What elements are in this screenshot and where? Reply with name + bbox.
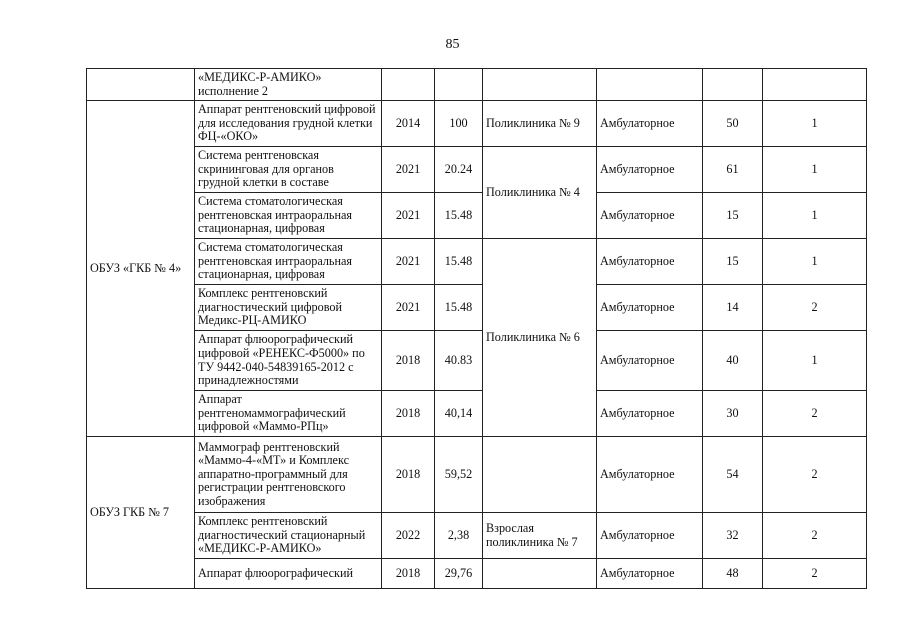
location-cell-pol7: Взрослая поликлиника № 7 bbox=[483, 513, 597, 559]
cost-cell: 15.48 bbox=[435, 239, 483, 285]
shifts-cell: 1 bbox=[763, 101, 867, 147]
equipment-table bbox=[86, 68, 867, 589]
equipment-name-cell: Система стоматологическая рентгеновская интраоральная стационарная, цифровая bbox=[195, 239, 382, 285]
location-cell-pol6: Поликлиника № 6 bbox=[483, 239, 597, 437]
table-row bbox=[87, 331, 867, 391]
capacity-cell: 30 bbox=[703, 391, 763, 437]
table-row bbox=[87, 391, 867, 437]
capacity-cell: 61 bbox=[703, 147, 763, 193]
capacity-cell: 15 bbox=[703, 193, 763, 239]
capacity-cell bbox=[703, 69, 763, 101]
equipment-name-cell: Комплекс рентгеновский диагностический цифровой Медикс-РЦ-АМИКО bbox=[195, 285, 382, 331]
equipment-name-cell: Система стоматологическая рентгеновская интраоральная стационарная, цифровая bbox=[195, 193, 382, 239]
equipment-name-cell: Аппарат рентгеновский цифровой для исследования грудной клетки ФЦ-«ОКО» bbox=[195, 101, 382, 147]
year-cell: 2021 bbox=[382, 147, 435, 193]
shifts-cell: 1 bbox=[763, 239, 867, 285]
location-cell-empty bbox=[483, 559, 597, 589]
cost-cell: 15.48 bbox=[435, 285, 483, 331]
shifts-cell: 1 bbox=[763, 331, 867, 391]
care-type-cell: Амбулаторное bbox=[597, 239, 703, 285]
page-number: 85 bbox=[445, 37, 460, 52]
location-cell bbox=[483, 69, 597, 101]
care-type-cell: Амбулаторное bbox=[597, 331, 703, 391]
cost-cell: 59,52 bbox=[435, 437, 483, 513]
table-row bbox=[87, 285, 867, 331]
table-row bbox=[87, 193, 867, 239]
cost-cell: 15.48 bbox=[435, 193, 483, 239]
shifts-cell: 2 bbox=[763, 559, 867, 589]
capacity-cell: 32 bbox=[703, 513, 763, 559]
capacity-cell: 48 bbox=[703, 559, 763, 589]
year-cell: 2014 bbox=[382, 101, 435, 147]
year-cell bbox=[382, 69, 435, 101]
care-type-cell: Амбулаторное bbox=[597, 147, 703, 193]
equipment-name-cell: Аппарат рентгеномаммографический цифровой «Маммо-РПц» bbox=[195, 391, 382, 437]
location-cell-empty bbox=[483, 437, 597, 513]
care-type-cell: Амбулаторное bbox=[597, 391, 703, 437]
shifts-cell: 2 bbox=[763, 285, 867, 331]
equipment-name-cell: Комплекс рентгеновский диагностический стационарный «МЕДИКС-Р-АМИКО» bbox=[195, 513, 382, 559]
year-cell: 2022 bbox=[382, 513, 435, 559]
table-row bbox=[87, 101, 867, 147]
year-cell: 2021 bbox=[382, 285, 435, 331]
equipment-name-cell: Аппарат флюорографический цифровой «РЕНЕКС-Ф5000» по ТУ 9442-040-54839165-2012 с принадлежностями bbox=[195, 331, 382, 391]
year-cell: 2018 bbox=[382, 559, 435, 589]
equipment-name-cell: Аппарат флюорографический bbox=[195, 559, 382, 589]
table-row bbox=[87, 147, 867, 193]
shifts-cell bbox=[763, 69, 867, 101]
org-cell-empty bbox=[87, 69, 195, 101]
capacity-cell: 40 bbox=[703, 331, 763, 391]
org-cell-gkb4: ОБУЗ «ГКБ № 4» bbox=[87, 101, 195, 437]
care-type-cell: Амбулаторное bbox=[597, 559, 703, 589]
equipment-name-cell: «МЕДИКС-Р-АМИКО» исполнение 2 bbox=[195, 69, 382, 101]
year-cell: 2018 bbox=[382, 391, 435, 437]
table-row bbox=[87, 559, 867, 589]
cost-cell: 29,76 bbox=[435, 559, 483, 589]
year-cell: 2021 bbox=[382, 239, 435, 285]
care-type-cell: Амбулаторное bbox=[597, 437, 703, 513]
care-type-cell: Амбулаторное bbox=[597, 101, 703, 147]
care-type-cell: Амбулаторное bbox=[597, 513, 703, 559]
cost-cell: 2,38 bbox=[435, 513, 483, 559]
equipment-name-cell: Система рентгеновская скрининговая для органов грудной клетки в составе bbox=[195, 147, 382, 193]
year-cell: 2018 bbox=[382, 437, 435, 513]
care-type-cell: Амбулаторное bbox=[597, 193, 703, 239]
capacity-cell: 50 bbox=[703, 101, 763, 147]
shifts-cell: 2 bbox=[763, 437, 867, 513]
cost-cell: 40,14 bbox=[435, 391, 483, 437]
care-type-cell bbox=[597, 69, 703, 101]
equipment-name-cell: Маммограф рентгеновский «Маммо-4-«МТ» и Комплекс аппаратно-программный для регистрации рентгеновского изображения bbox=[195, 437, 382, 513]
cost-cell: 20.24 bbox=[435, 147, 483, 193]
year-cell: 2018 bbox=[382, 331, 435, 391]
shifts-cell: 2 bbox=[763, 391, 867, 437]
cost-cell: 100 bbox=[435, 101, 483, 147]
location-cell-pol4: Поликлиника № 4 bbox=[483, 147, 597, 239]
table-row bbox=[87, 239, 867, 285]
location-cell-pol9: Поликлиника № 9 bbox=[483, 101, 597, 147]
capacity-cell: 54 bbox=[703, 437, 763, 513]
year-cell: 2021 bbox=[382, 193, 435, 239]
shifts-cell: 1 bbox=[763, 147, 867, 193]
cost-cell: 40.83 bbox=[435, 331, 483, 391]
table-row bbox=[87, 513, 867, 559]
capacity-cell: 14 bbox=[703, 285, 763, 331]
capacity-cell: 15 bbox=[703, 239, 763, 285]
care-type-cell: Амбулаторное bbox=[597, 285, 703, 331]
cost-cell bbox=[435, 69, 483, 101]
table-row bbox=[87, 437, 867, 513]
shifts-cell: 2 bbox=[763, 513, 867, 559]
shifts-cell: 1 bbox=[763, 193, 867, 239]
table-row bbox=[87, 69, 867, 101]
org-cell-gkb7: ОБУЗ ГКБ № 7 bbox=[87, 437, 195, 589]
